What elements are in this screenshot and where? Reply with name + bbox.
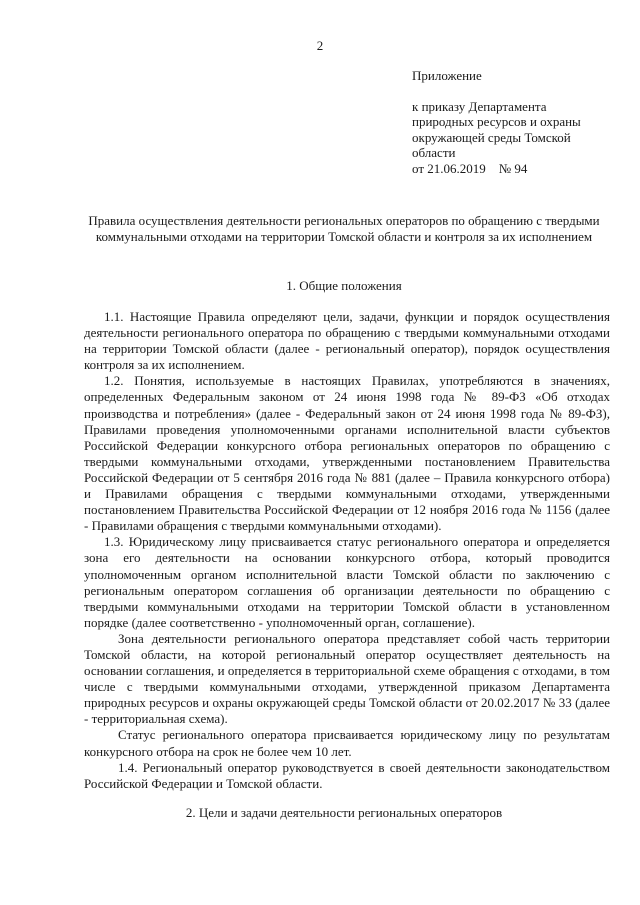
document-title: Правила осуществления деятельности региональных операторов по обращению с твердыми коммунальными отходами на территории Томской области и контроля за их исполнением [88,213,600,244]
appendix-line: природных ресурсов и охраны [412,114,581,129]
appendix-block [412,68,632,176]
appendix-line: от 21.06.2019 № 94 [412,160,528,176]
paragraph: 1.4. Региональный оператор руководствуется в своей деятельности законодательством Российской Федерации и Томской области. [84,759,610,791]
appendix-line: области [412,145,456,160]
appendix-line: окружающей среды Томской [412,129,571,145]
section-heading-goals: 2. Цели и задачи деятельности региональных операторов [185,805,503,820]
paragraph: Зона деятельности регионального оператора представляет собой часть территории Томской области, на которой региональный оператор осуществляет деятельность на основании соглашения, и определяется в территориальной схеме обращения с отходами, в том числе с твердыми коммунальными отходами, утвержденной приказом Департамента природных ресурсов и охраны окружающей среды Томской области от 20.02.2017 № 33 (далее - территориальная схема). [84,630,610,727]
paragraph: Статус регионального оператора присваивается юридическому лицу по результатам конкурсного отбора на срок не более чем 10 лет. [84,727,610,759]
body-text [84,309,610,792]
paragraph: 1.1. Настоящие Правила определяют цели, задачи, функции и порядок осуществления деятельности регионального оператора по обращению с твердыми коммунальными отходами на территории Томской области (далее - региональный оператор), порядок осуществления контроля за их исполнением. [84,309,610,373]
page-number: 2 [316,38,324,53]
paragraph: 1.3. Юридическому лицу присваивается статус регионального оператора и определяется зона его деятельности на основании конкурсного отбора, который проводится уполномоченным органом исполнительной власти Томской области по заключению с региональным оператором соглашения об организации деятельности по обращению с твердыми коммунальными отходами на территории Томской области в установленном порядке (далее соответственно - уполномоченный орган, соглашение). [84,534,610,630]
appendix-line: к приказу Департамента [412,98,547,114]
paragraph: 1.2. Понятия, используемые в настоящих Правилах, употребляются в значениях, определенных Федеральным законом от 24 июня 1998 года № 89-ФЗ «Об отходах производства и потребления» (далее - Федеральный закон от 24 июня 1998 года № 89-ФЗ), Правилами проведения уполномоченными органами исполнительной власти субъектов Российской Федерации конкурсного отбора региональных операторов по обращению с твердыми коммунальными отходами, утвержденными постановлением Правительства Российской Федерации от 5 сентября 2016 года № 881 (далее – Правила конкурсного отбора) и Правилами обращения с твердыми коммунальными отходами, утвержденными постановлением Правительства Российской Федерации от 12 ноября 2016 года № 1156 (далее - Правилами обращения с твердыми коммунальными отходами). [84,373,610,534]
appendix-heading: Приложение [412,68,482,83]
section-heading-general: 1. Общие положения [286,278,402,293]
